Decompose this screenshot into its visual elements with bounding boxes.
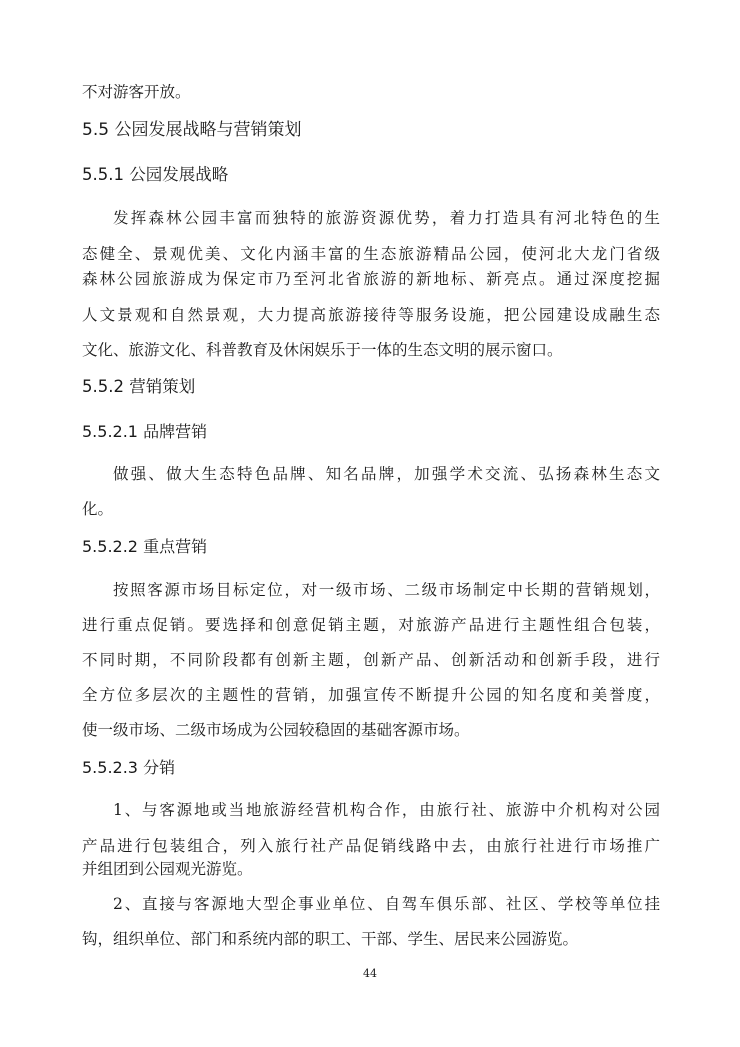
paragraph-line: 态健全、景观优美、文化内涵丰富的生态旅游精品公园，使河北大龙门省级 — [82, 245, 660, 263]
heading-5-5: 5.5 公园发展战略与营销策划 — [82, 120, 302, 140]
heading-5-5-1: 5.5.1 公园发展战略 — [82, 165, 229, 184]
paragraph-line: 文化、旅游文化、科普教育及休闲娱乐于一体的生态文明的展示窗口。 — [82, 341, 563, 359]
paragraph-line: 1、与客源地或当地旅游经营机构合作，由旅行社、旅游中介机构对公园 — [113, 801, 660, 819]
paragraph-line: 2、直接与客源地大型企事业单位、自驾车俱乐部、社区、学校等单位挂 — [113, 895, 660, 913]
paragraph-line: 使一级市场、二级市场成为公园较稳固的基础客源市场。 — [82, 721, 470, 739]
heading-5-5-2-2: 5.5.2.2 重点营销 — [82, 537, 208, 556]
page-number: 44 — [363, 967, 377, 980]
paragraph-line: 钩，组织单位、部门和系统内部的职工、干部、学生、居民来公园游览。 — [82, 930, 579, 948]
paragraph-line: 森林公园旅游成为保定市乃至河北省旅游的新地标、新亮点。通过深度挖掘 — [82, 270, 660, 288]
heading-5-5-2-3: 5.5.2.3 分销 — [82, 758, 176, 777]
paragraph-line: 不同时期，不同阶段都有创新主题，创新产品、创新活动和创新手段，进行 — [82, 651, 660, 669]
paragraph-line: 化。 — [82, 500, 114, 518]
paragraph-line: 发挥森林公园丰富而独特的旅游资源优势，着力打造具有河北特色的生 — [113, 209, 660, 227]
paragraph-line: 全方位多层次的主题性的营销，加强宣传不断提升公园的知名度和美誉度， — [82, 686, 660, 704]
continuation-text: 不对游客开放。 — [82, 83, 191, 101]
paragraph-line: 人文景观和自然景观，大力提高旅游接待等服务设施，把公园建设成融生态 — [82, 306, 660, 324]
paragraph-line: 进行重点促销。要选择和创意促销主题，对旅游产品进行主题性组合包装， — [82, 616, 660, 634]
paragraph-line: 做强、做大生态特色品牌、知名品牌，加强学术交流、弘扬森林生态文 — [113, 465, 660, 483]
paragraph-line: 按照客源市场目标定位，对一级市场、二级市场制定中长期的营销规划， — [113, 581, 660, 599]
paragraph-line: 产品进行包装组合，列入旅行社产品促销线路中去，由旅行社进行市场推广 — [82, 837, 660, 855]
heading-5-5-2: 5.5.2 营销策划 — [82, 377, 196, 396]
heading-5-5-2-1: 5.5.2.1 品牌营销 — [82, 422, 208, 441]
paragraph-line: 并组团到公园观光游览。 — [82, 860, 253, 878]
